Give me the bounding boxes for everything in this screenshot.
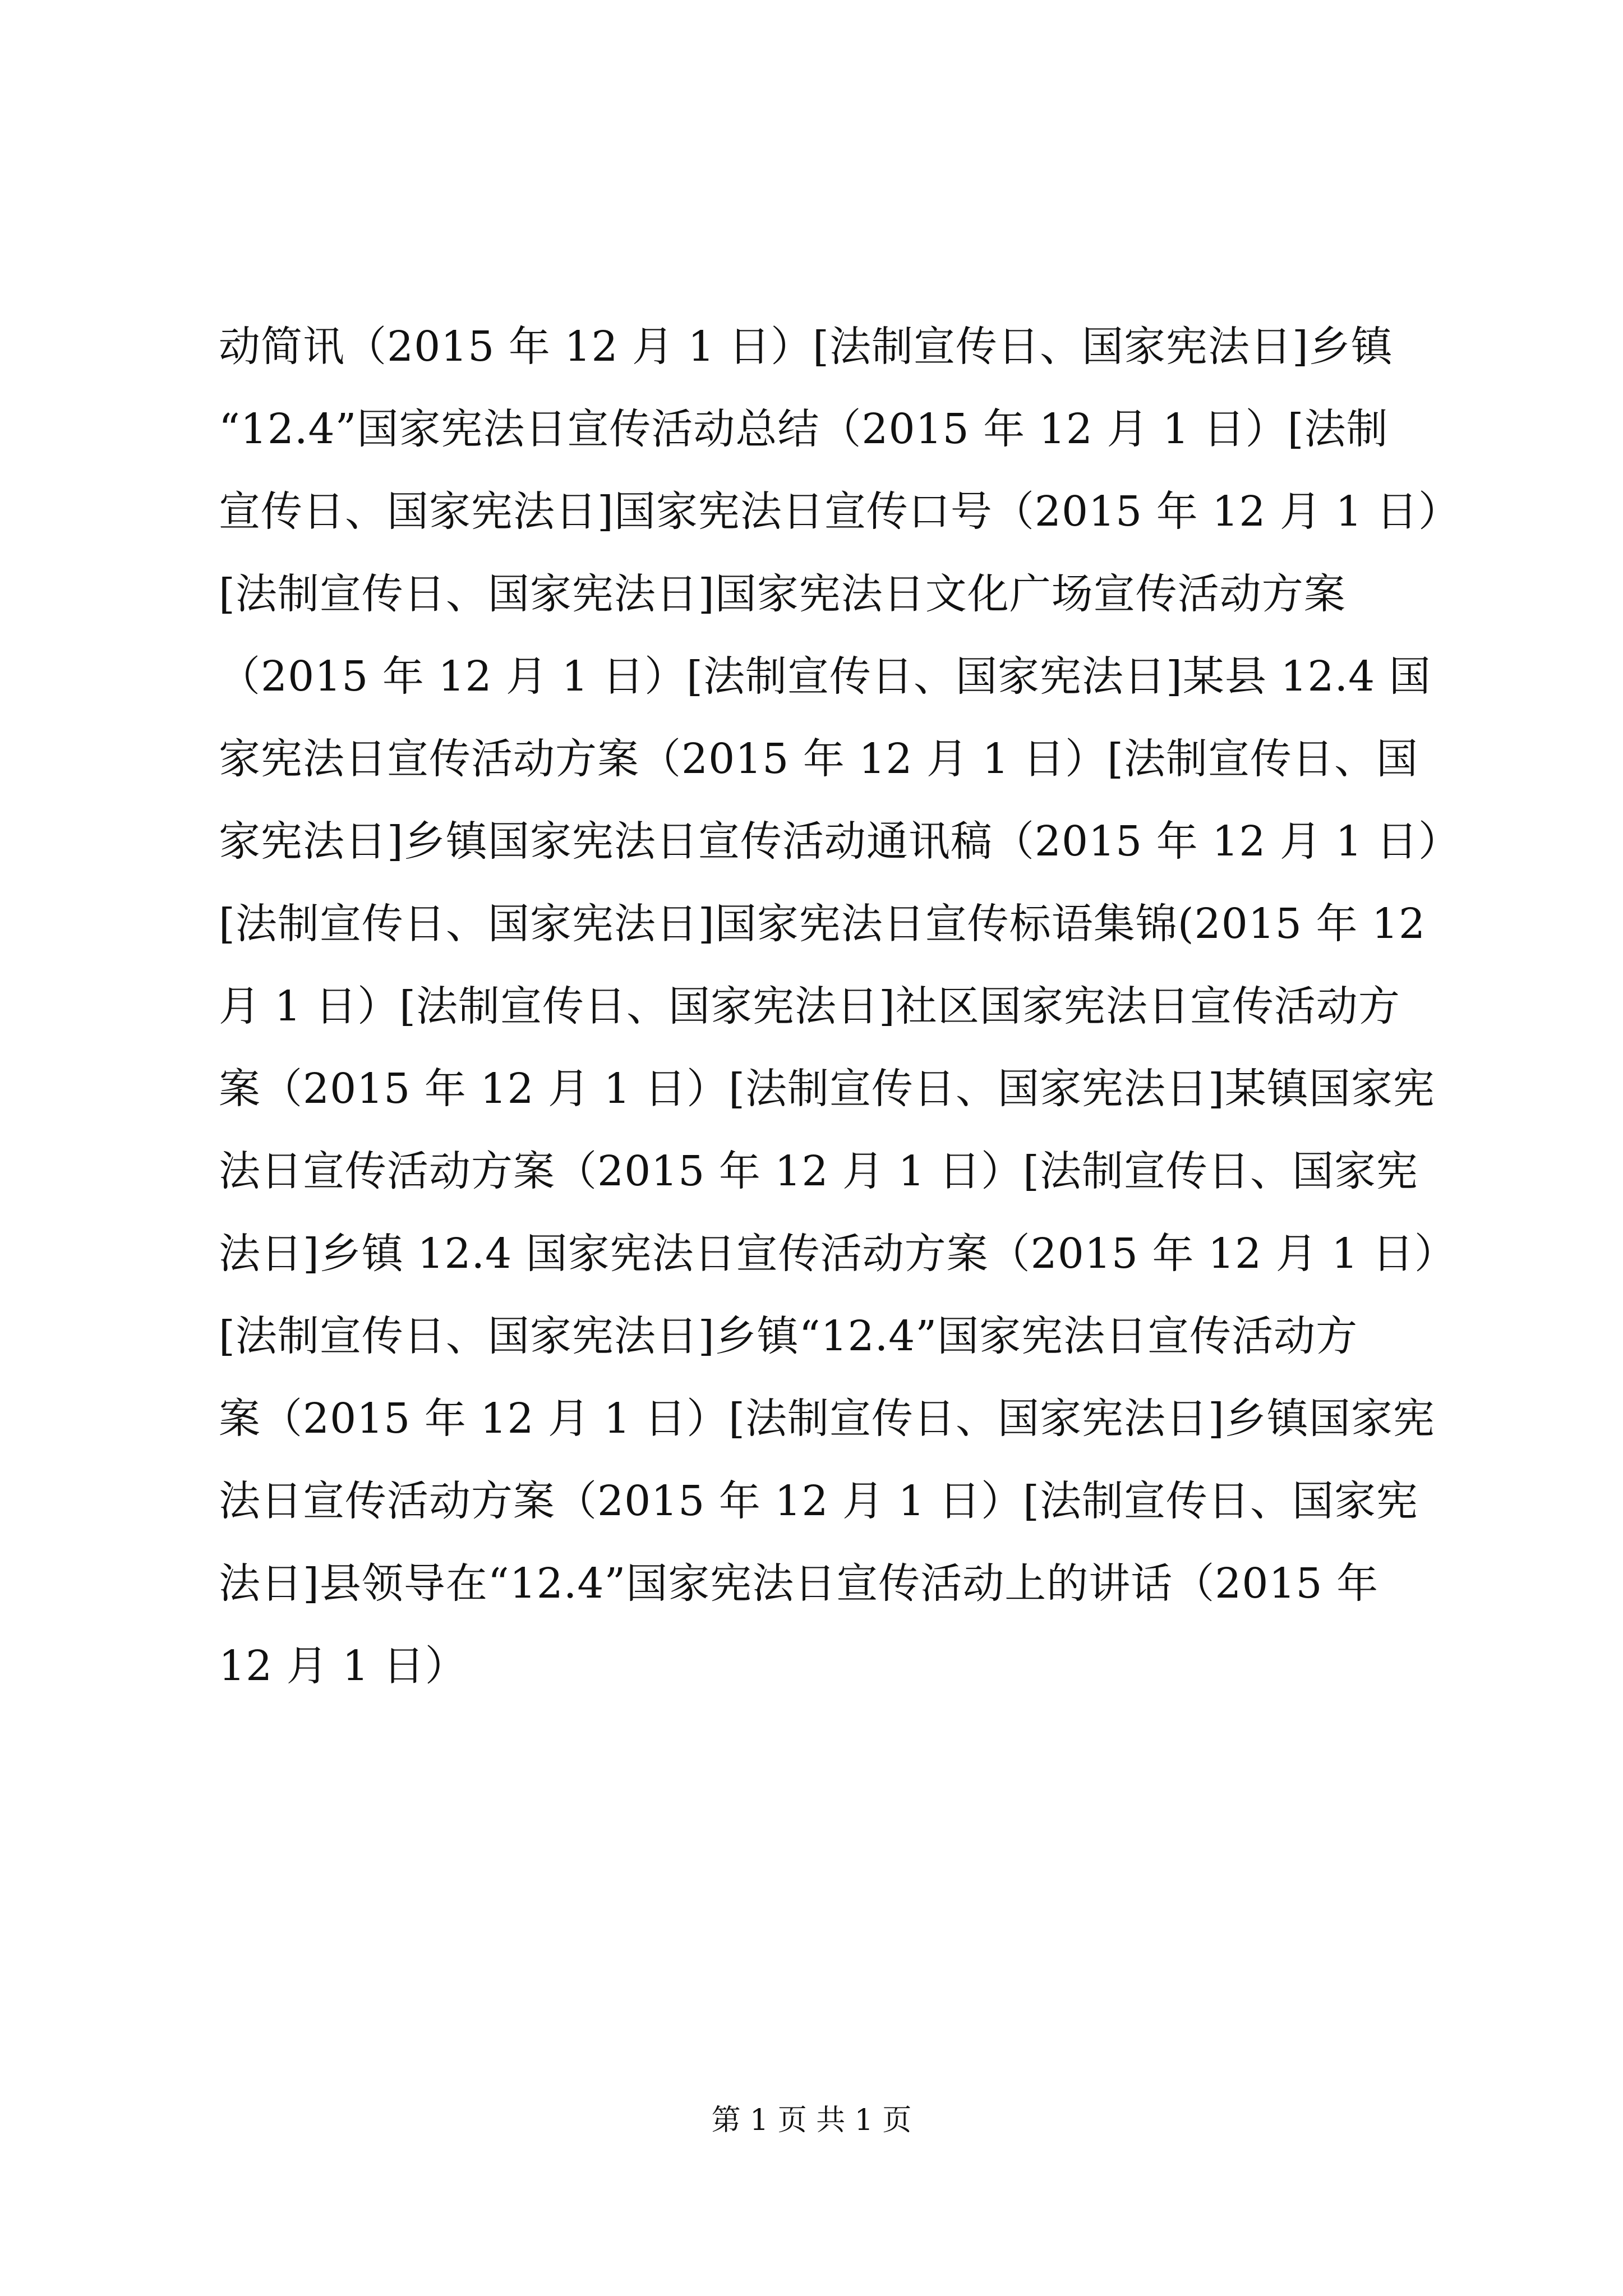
page-number-footer: 第 1 页 共 1 页 [711,2104,912,2137]
text-line: 法日]县领导在“12.4”国家宪法日宣传活动上的讲话（2015 年 [219,1559,1379,1608]
text-line: “12.4”国家宪法日宣传活动总结（2015 年 12 月 1 日）[法制 [219,405,1389,453]
text-line: 法日宣传活动方案（2015 年 12 月 1 日）[法制宣传日、国家宪 [219,1147,1419,1195]
text-line: 法日]乡镇 12.4 国家宪法日宣传活动方案（2015 年 12 月 1 日） [219,1230,1456,1278]
text-line: 12 月 1 日） [219,1642,467,1690]
text-line: [法制宣传日、国家宪法日]国家宪法日宣传标语集锦(2015 年 12 [219,900,1426,948]
text-line: （2015 年 12 月 1 日）[法制宣传日、国家宪法日]某县 12.4 国 [219,652,1431,701]
text-line: 案（2015 年 12 月 1 日）[法制宣传日、国家宪法日]某镇国家宪 [219,1065,1435,1113]
text-line: 家宪法日宣传活动方案（2015 年 12 月 1 日）[法制宣传日、国 [219,735,1419,783]
text-line: 动简讯（2015 年 12 月 1 日）[法制宣传日、国家宪法日]乡镇 [219,323,1393,371]
body-text [219,306,1461,1708]
text-line: 宣传日、国家宪法日]国家宪法日宣传口号（2015 年 12 月 1 日） [219,487,1461,536]
text-line: 案（2015 年 12 月 1 日）[法制宣传日、国家宪法日]乡镇国家宪 [219,1395,1435,1443]
text-line: [法制宣传日、国家宪法日]国家宪法日文化广场宣传活动方案 [219,570,1346,618]
text-line: [法制宣传日、国家宪法日]乡镇“12.4”国家宪法日宣传活动方 [219,1312,1358,1360]
text-line: 月 1 日）[法制宣传日、国家宪法日]社区国家宪法日宣传活动方 [219,982,1400,1030]
text-line: 法日宣传活动方案（2015 年 12 月 1 日）[法制宣传日、国家宪 [219,1477,1419,1525]
text-line: 家宪法日]乡镇国家宪法日宣传活动通讯稿（2015 年 12 月 1 日） [219,817,1461,866]
